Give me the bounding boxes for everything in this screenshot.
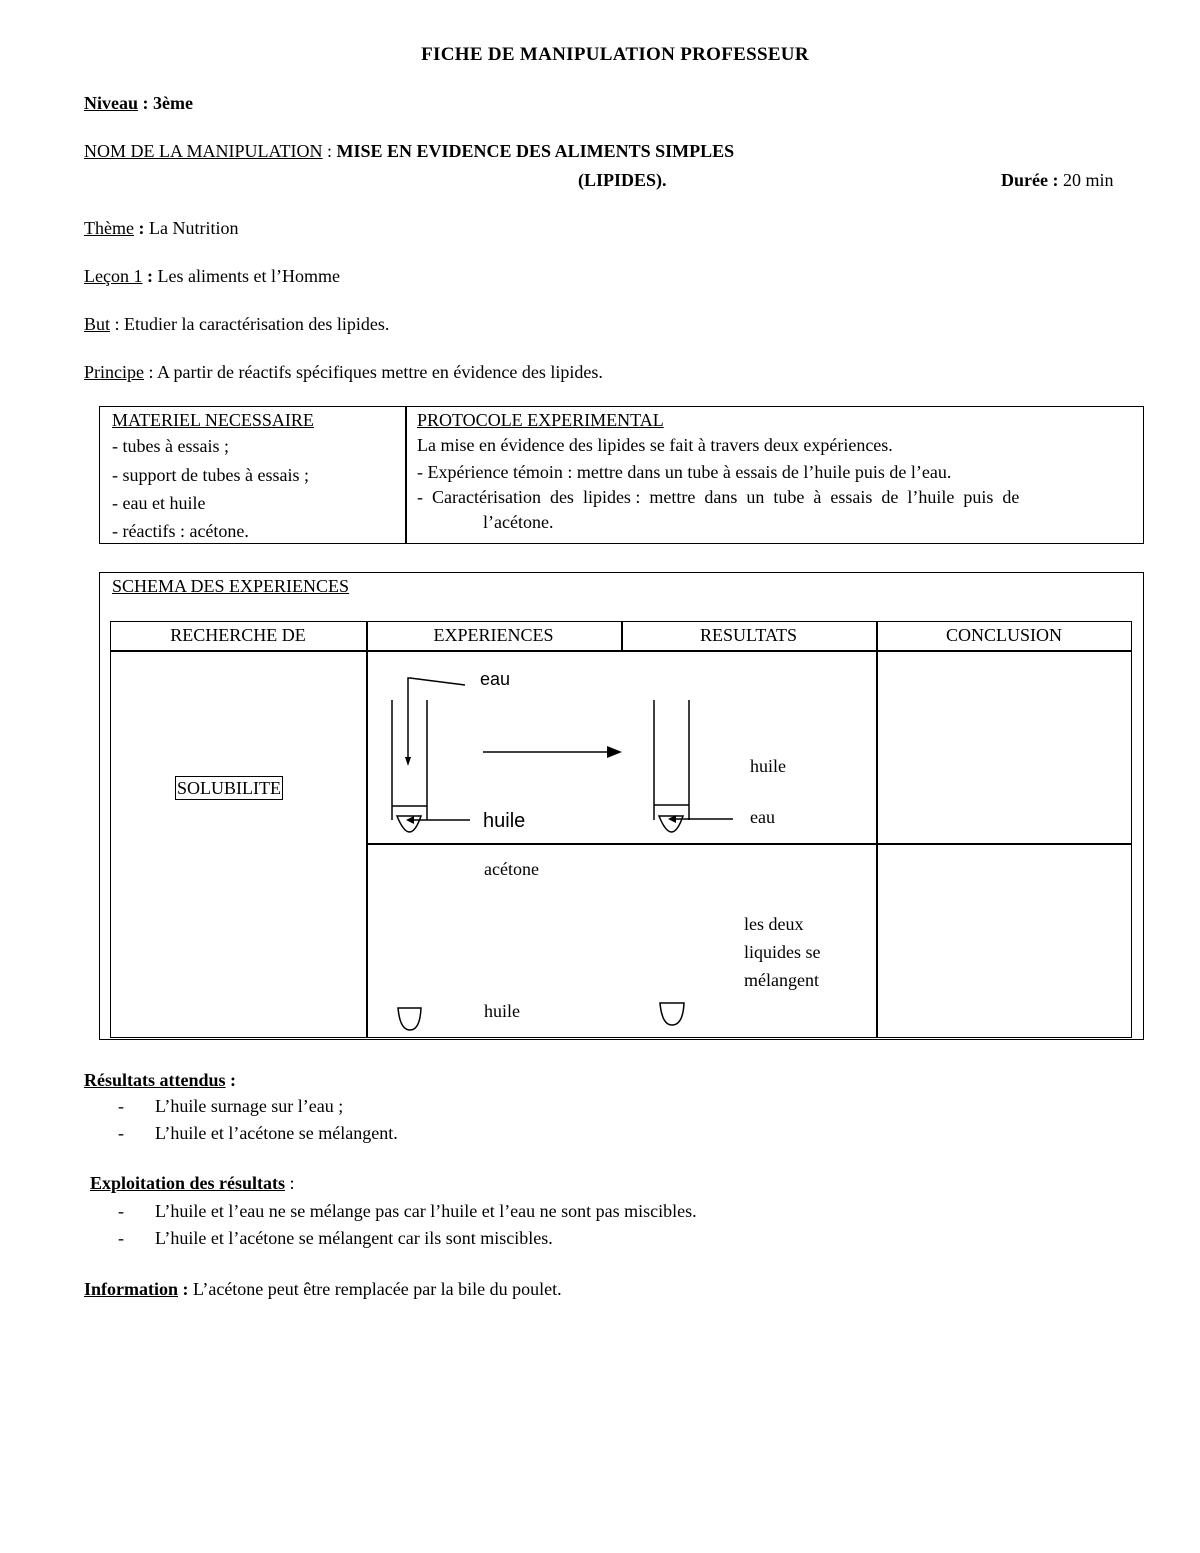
theme-value: La Nutrition	[148, 218, 239, 238]
protocole-item: - Caractérisation des lipides : mettre dans un tube à essais de l’huile puis de	[417, 487, 1020, 507]
label-res-eau: eau	[750, 807, 775, 827]
nom-sep: :	[322, 141, 337, 161]
exploitation-heading	[90, 1173, 295, 1194]
label-huile-2: huile	[484, 1001, 520, 1021]
but-label: But	[84, 314, 111, 334]
but-sep: :	[110, 314, 125, 334]
information-line	[84, 1279, 562, 1300]
bullet: -	[118, 1096, 124, 1116]
bullet: -	[118, 1123, 124, 1143]
niveau-sep: :	[138, 93, 153, 113]
header-resultats: RESULTATS	[700, 625, 797, 645]
materiel-item: - support de tubes à essais ;	[112, 465, 309, 485]
arrowhead	[607, 746, 622, 758]
label-res-line: mélangent	[744, 970, 819, 990]
label-res-huile: huile	[750, 756, 786, 776]
nom-value-line2: (LIPIDES).	[578, 170, 667, 190]
principe-label: Principe	[84, 362, 144, 382]
duree-value: 20 min	[1058, 170, 1114, 190]
lecon-label: Leçon 1	[84, 266, 143, 286]
tube-bottom-icon	[660, 1003, 684, 1025]
nom-value: MISE EN EVIDENCE DES ALIMENTS SIMPLES	[336, 141, 735, 161]
label-huile: huile	[483, 810, 526, 832]
protocole-item: - Expérience témoin : mettre dans un tube à essais de l’huile puis de l’eau.	[417, 462, 952, 482]
header-recherche: RECHERCHE DE	[170, 625, 306, 645]
duree-label: Durée :	[1001, 170, 1059, 190]
schema-title: SCHEMA DES EXPERIENCES	[112, 576, 350, 596]
nom-label: NOM DE LA MANIPULATION	[84, 141, 323, 161]
materiel-item: - tubes à essais ;	[112, 436, 229, 456]
lecon-sep: :	[142, 266, 158, 286]
eau-pointer	[408, 678, 465, 760]
but-value: Etudier la caractérisation des lipides.	[124, 314, 390, 334]
materiel-item: - eau et huile	[112, 493, 206, 513]
header-conclusion: CONCLUSION	[945, 625, 1062, 645]
label-eau: eau	[480, 669, 511, 689]
protocole-header: PROTOCOLE EXPERIMENTAL	[417, 410, 664, 430]
bullet: -	[118, 1228, 124, 1248]
resultats-item: L’huile surnage sur l’eau ;	[155, 1096, 344, 1116]
protocole-intro: La mise en évidence des lipides se fait à travers deux expériences.	[417, 435, 893, 455]
information-value: L’acétone peut être remplacée par la bile du poulet.	[193, 1279, 562, 1299]
tube-bottom-icon	[398, 1008, 421, 1030]
theme-sep: :	[133, 218, 149, 238]
exploitation-label: Exploitation des résultats	[90, 1173, 286, 1193]
resultats-sep: :	[225, 1070, 237, 1090]
principe-value: A partir de réactifs spécifiques mettre en évidence des lipides.	[157, 362, 603, 382]
label-res-line: liquides se	[744, 942, 821, 962]
tube-bottom-icon	[397, 816, 421, 832]
resultats-item: L’huile et l’acétone se mélangent.	[155, 1123, 398, 1143]
niveau-label: Niveau	[84, 93, 138, 113]
materiel-item: - réactifs : acétone.	[112, 521, 249, 541]
label-acetone: acétone	[484, 859, 539, 879]
protocole-item-cont: l’acétone.	[483, 512, 554, 532]
theme-label: Thème	[84, 218, 134, 238]
principe-sep: :	[144, 362, 158, 382]
bullet: -	[118, 1201, 124, 1221]
exploitation-item: L’huile et l’eau ne se mélange pas car l’huile et l’eau ne sont pas miscibles.	[155, 1201, 697, 1221]
exploitation-sep: :	[285, 1173, 295, 1193]
materiel-header: MATERIEL NECESSAIRE	[112, 410, 314, 430]
page-title: FICHE DE MANIPULATION PROFESSEUR	[421, 44, 809, 65]
information-label: Information	[84, 1279, 178, 1299]
arrowhead	[406, 816, 414, 824]
exploitation-item: L’huile et l’acétone se mélangent car ils sont miscibles.	[155, 1228, 553, 1248]
label-res-line: les deux	[744, 914, 804, 934]
resultats-label: Résultats attendus	[84, 1070, 226, 1090]
arrowhead	[405, 757, 411, 766]
lecon-value: Les aliments et l’Homme	[157, 266, 340, 286]
header-experiences: EXPERIENCES	[433, 625, 554, 645]
solubilite-label: SOLUBILITE	[177, 778, 281, 798]
information-sep: :	[178, 1279, 193, 1299]
resultats-heading	[84, 1070, 236, 1091]
niveau-value: 3ème	[153, 93, 193, 113]
